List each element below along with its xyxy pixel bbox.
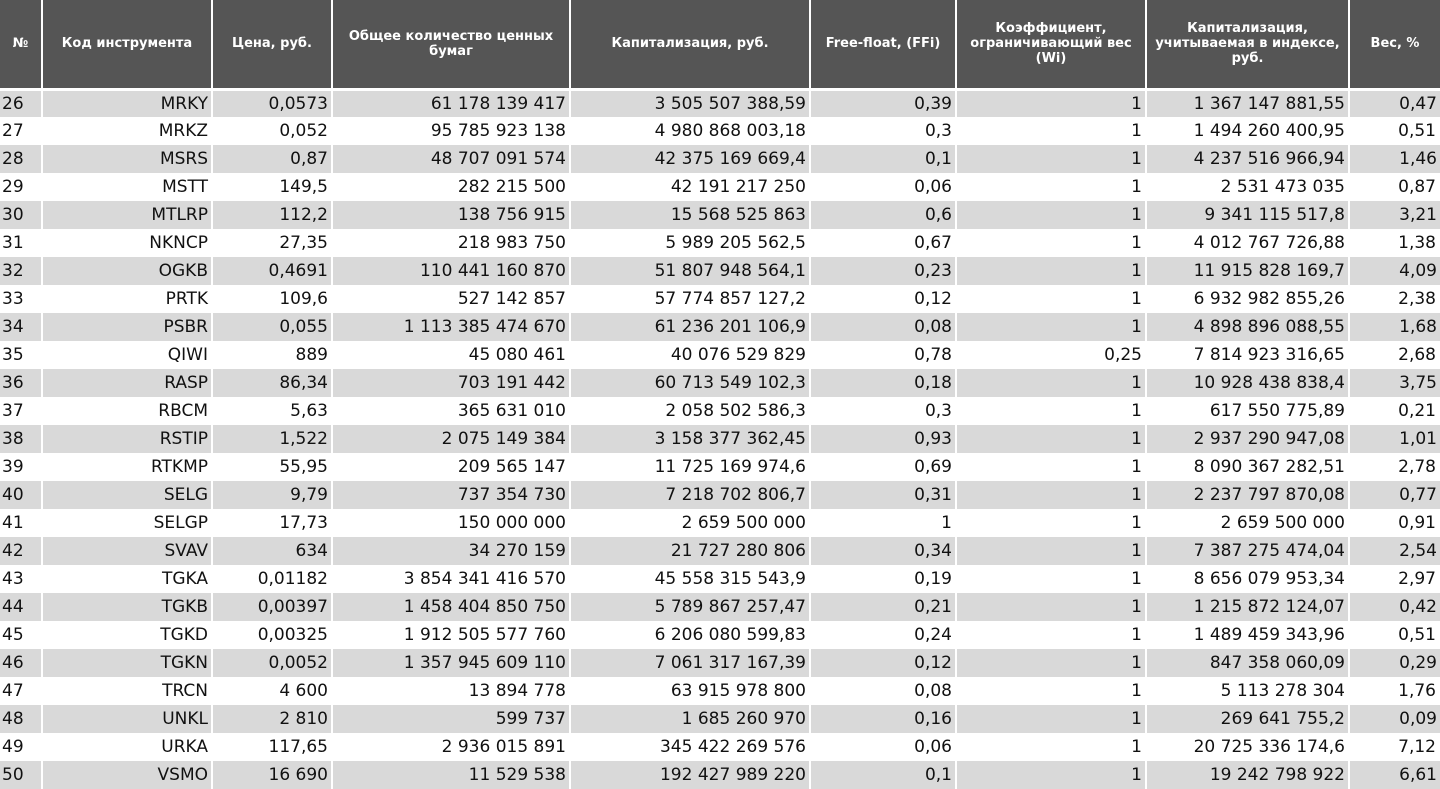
capitalization-cell: 3 505 507 388,59 — [570, 89, 810, 117]
capitalization-cell: 2 659 500 000 — [570, 509, 810, 537]
col-header-total-securities: Общее количество ценных бумаг — [332, 0, 570, 89]
col-header-index-capitalization: Капитализация, учитываемая в индексе, руб. — [1146, 0, 1349, 89]
free-float-cell: 0,08 — [810, 313, 956, 341]
capitalization-cell: 5 989 205 562,5 — [570, 229, 810, 257]
weight-percent-cell: 1,38 — [1349, 229, 1440, 257]
free-float-cell: 0,3 — [810, 397, 956, 425]
table-header — [0, 0, 1440, 89]
capitalization-cell: 15 568 525 863 — [570, 201, 810, 229]
ticker-code-cell: PSBR — [42, 313, 212, 341]
price-cell: 0,0573 — [212, 89, 332, 117]
weight-percent-cell: 3,75 — [1349, 369, 1440, 397]
ticker-code-cell: RBCM — [42, 397, 212, 425]
weight-limit-coefficient-cell: 1 — [956, 537, 1146, 565]
price-cell: 0,0052 — [212, 649, 332, 677]
total-securities-cell: 110 441 160 870 — [332, 257, 570, 285]
index-capitalization-cell: 19 242 798 922 — [1146, 761, 1349, 789]
weight-percent-cell: 0,47 — [1349, 89, 1440, 117]
total-securities-cell: 737 354 730 — [332, 481, 570, 509]
capitalization-cell: 42 191 217 250 — [570, 173, 810, 201]
index-capitalization-cell: 11 915 828 169,7 — [1146, 257, 1349, 285]
free-float-cell: 0,6 — [810, 201, 956, 229]
ticker-code-cell: TGKB — [42, 593, 212, 621]
table-row — [0, 733, 1440, 761]
free-float-cell: 0,3 — [810, 117, 956, 145]
price-cell: 1,522 — [212, 425, 332, 453]
weight-percent-cell: 4,09 — [1349, 257, 1440, 285]
total-securities-cell: 1 357 945 609 110 — [332, 649, 570, 677]
total-securities-cell: 282 215 500 — [332, 173, 570, 201]
capitalization-cell: 40 076 529 829 — [570, 341, 810, 369]
row-number-cell: 43 — [0, 565, 42, 593]
index-capitalization-cell: 20 725 336 174,6 — [1146, 733, 1349, 761]
ticker-code-cell: URKA — [42, 733, 212, 761]
row-number-cell: 26 — [0, 89, 42, 117]
ticker-code-cell: TGKN — [42, 649, 212, 677]
price-cell: 0,00397 — [212, 593, 332, 621]
table-row — [0, 481, 1440, 509]
total-securities-cell: 95 785 923 138 — [332, 117, 570, 145]
ticker-code-cell: RTKMP — [42, 453, 212, 481]
price-cell: 0,01182 — [212, 565, 332, 593]
weight-percent-cell: 0,09 — [1349, 705, 1440, 733]
index-capitalization-cell: 2 531 473 035 — [1146, 173, 1349, 201]
capitalization-cell: 6 206 080 599,83 — [570, 621, 810, 649]
capitalization-cell: 2 058 502 586,3 — [570, 397, 810, 425]
row-number-cell: 33 — [0, 285, 42, 313]
table-row — [0, 593, 1440, 621]
total-securities-cell: 34 270 159 — [332, 537, 570, 565]
free-float-cell: 0,08 — [810, 677, 956, 705]
total-securities-cell: 45 080 461 — [332, 341, 570, 369]
price-cell: 0,052 — [212, 117, 332, 145]
weight-limit-coefficient-cell: 1 — [956, 117, 1146, 145]
index-capitalization-cell: 4 012 767 726,88 — [1146, 229, 1349, 257]
table-row — [0, 117, 1440, 145]
ticker-code-cell: MRKY — [42, 89, 212, 117]
index-capitalization-cell: 5 113 278 304 — [1146, 677, 1349, 705]
weight-percent-cell: 2,68 — [1349, 341, 1440, 369]
index-capitalization-cell: 269 641 755,2 — [1146, 705, 1349, 733]
table-row — [0, 425, 1440, 453]
weight-limit-coefficient-cell: 1 — [956, 705, 1146, 733]
weight-percent-cell: 3,21 — [1349, 201, 1440, 229]
table-row — [0, 621, 1440, 649]
ticker-code-cell: RASP — [42, 369, 212, 397]
index-capitalization-cell: 4 237 516 966,94 — [1146, 145, 1349, 173]
row-number-cell: 44 — [0, 593, 42, 621]
index-capitalization-cell: 8 090 367 282,51 — [1146, 453, 1349, 481]
weight-limit-coefficient-cell: 1 — [956, 201, 1146, 229]
total-securities-cell: 2 075 149 384 — [332, 425, 570, 453]
ticker-code-cell: NKNCP — [42, 229, 212, 257]
row-number-cell: 34 — [0, 313, 42, 341]
table-row — [0, 145, 1440, 173]
table-row — [0, 509, 1440, 537]
free-float-cell: 0,78 — [810, 341, 956, 369]
free-float-cell: 0,06 — [810, 173, 956, 201]
row-number-cell: 31 — [0, 229, 42, 257]
ticker-code-cell: MTLRP — [42, 201, 212, 229]
row-number-cell: 48 — [0, 705, 42, 733]
price-cell: 55,95 — [212, 453, 332, 481]
ticker-code-cell: QIWI — [42, 341, 212, 369]
ticker-code-cell: SELG — [42, 481, 212, 509]
table-row — [0, 705, 1440, 733]
row-number-cell: 47 — [0, 677, 42, 705]
capitalization-cell: 42 375 169 669,4 — [570, 145, 810, 173]
index-capitalization-cell: 4 898 896 088,55 — [1146, 313, 1349, 341]
weight-percent-cell: 1,46 — [1349, 145, 1440, 173]
weight-limit-coefficient-cell: 1 — [956, 593, 1146, 621]
ticker-code-cell: VSMO — [42, 761, 212, 789]
weight-limit-coefficient-cell: 1 — [956, 173, 1146, 201]
weight-limit-coefficient-cell: 1 — [956, 621, 1146, 649]
weight-limit-coefficient-cell: 1 — [956, 677, 1146, 705]
capitalization-cell: 1 685 260 970 — [570, 705, 810, 733]
total-securities-cell: 138 756 915 — [332, 201, 570, 229]
weight-limit-coefficient-cell: 1 — [956, 229, 1146, 257]
total-securities-cell: 2 936 015 891 — [332, 733, 570, 761]
index-capitalization-cell: 6 932 982 855,26 — [1146, 285, 1349, 313]
total-securities-cell: 365 631 010 — [332, 397, 570, 425]
free-float-cell: 0,93 — [810, 425, 956, 453]
price-cell: 9,79 — [212, 481, 332, 509]
capitalization-cell: 345 422 269 576 — [570, 733, 810, 761]
price-cell: 634 — [212, 537, 332, 565]
row-number-cell: 36 — [0, 369, 42, 397]
weight-limit-coefficient-cell: 1 — [956, 733, 1146, 761]
weight-limit-coefficient-cell: 1 — [956, 565, 1146, 593]
index-capitalization-cell: 8 656 079 953,34 — [1146, 565, 1349, 593]
ticker-code-cell: MRKZ — [42, 117, 212, 145]
weight-percent-cell: 6,61 — [1349, 761, 1440, 789]
free-float-cell: 0,06 — [810, 733, 956, 761]
table-row — [0, 761, 1440, 789]
free-float-cell: 0,69 — [810, 453, 956, 481]
ticker-code-cell: RSTIP — [42, 425, 212, 453]
capitalization-cell: 45 558 315 543,9 — [570, 565, 810, 593]
total-securities-cell: 599 737 — [332, 705, 570, 733]
ticker-code-cell: TGKD — [42, 621, 212, 649]
index-capitalization-cell: 1 489 459 343,96 — [1146, 621, 1349, 649]
total-securities-cell: 1 912 505 577 760 — [332, 621, 570, 649]
table-row — [0, 537, 1440, 565]
price-cell: 2 810 — [212, 705, 332, 733]
row-number-cell: 50 — [0, 761, 42, 789]
weight-limit-coefficient-cell: 1 — [956, 453, 1146, 481]
weight-percent-cell: 2,78 — [1349, 453, 1440, 481]
weight-percent-cell: 7,12 — [1349, 733, 1440, 761]
weight-limit-coefficient-cell: 1 — [956, 425, 1146, 453]
weight-percent-cell: 0,91 — [1349, 509, 1440, 537]
weight-limit-coefficient-cell: 1 — [956, 509, 1146, 537]
table-row — [0, 341, 1440, 369]
free-float-cell: 0,12 — [810, 285, 956, 313]
capitalization-cell: 60 713 549 102,3 — [570, 369, 810, 397]
ticker-code-cell: TRCN — [42, 677, 212, 705]
weight-percent-cell: 1,76 — [1349, 677, 1440, 705]
free-float-cell: 0,24 — [810, 621, 956, 649]
header-row — [0, 0, 1440, 89]
row-number-cell: 38 — [0, 425, 42, 453]
total-securities-cell: 48 707 091 574 — [332, 145, 570, 173]
weight-percent-cell: 2,97 — [1349, 565, 1440, 593]
index-capitalization-cell: 7 814 923 316,65 — [1146, 341, 1349, 369]
total-securities-cell: 11 529 538 — [332, 761, 570, 789]
total-securities-cell: 527 142 857 — [332, 285, 570, 313]
total-securities-cell: 209 565 147 — [332, 453, 570, 481]
free-float-cell: 0,23 — [810, 257, 956, 285]
weight-limit-coefficient-cell: 1 — [956, 369, 1146, 397]
weight-limit-coefficient-cell: 1 — [956, 285, 1146, 313]
weight-percent-cell: 0,51 — [1349, 621, 1440, 649]
capitalization-cell: 57 774 857 127,2 — [570, 285, 810, 313]
col-header-price: Цена, руб. — [212, 0, 332, 89]
weight-percent-cell: 2,38 — [1349, 285, 1440, 313]
free-float-cell: 0,18 — [810, 369, 956, 397]
table-row — [0, 649, 1440, 677]
free-float-cell: 0,31 — [810, 481, 956, 509]
ticker-code-cell: SVAV — [42, 537, 212, 565]
table-body — [0, 89, 1440, 789]
free-float-cell: 0,16 — [810, 705, 956, 733]
capitalization-cell: 192 427 989 220 — [570, 761, 810, 789]
table-row — [0, 369, 1440, 397]
weight-percent-cell: 0,29 — [1349, 649, 1440, 677]
row-number-cell: 40 — [0, 481, 42, 509]
table-row — [0, 173, 1440, 201]
index-capitalization-cell: 1 367 147 881,55 — [1146, 89, 1349, 117]
index-capitalization-cell: 10 928 438 838,4 — [1146, 369, 1349, 397]
weight-limit-coefficient-cell: 1 — [956, 145, 1146, 173]
col-header-free-float: Free-float, (FFi) — [810, 0, 956, 89]
total-securities-cell: 703 191 442 — [332, 369, 570, 397]
free-float-cell: 1 — [810, 509, 956, 537]
weight-percent-cell: 0,87 — [1349, 173, 1440, 201]
price-cell: 0,87 — [212, 145, 332, 173]
total-securities-cell: 3 854 341 416 570 — [332, 565, 570, 593]
capitalization-cell: 7 218 702 806,7 — [570, 481, 810, 509]
weight-percent-cell: 0,77 — [1349, 481, 1440, 509]
capitalization-cell: 5 789 867 257,47 — [570, 593, 810, 621]
price-cell: 109,6 — [212, 285, 332, 313]
total-securities-cell: 1 113 385 474 670 — [332, 313, 570, 341]
total-securities-cell: 218 983 750 — [332, 229, 570, 257]
price-cell: 4 600 — [212, 677, 332, 705]
weight-limit-coefficient-cell: 1 — [956, 761, 1146, 789]
col-header-number: № — [0, 0, 42, 89]
price-cell: 112,2 — [212, 201, 332, 229]
index-capitalization-cell: 847 358 060,09 — [1146, 649, 1349, 677]
row-number-cell: 29 — [0, 173, 42, 201]
ticker-code-cell: PRTK — [42, 285, 212, 313]
row-number-cell: 32 — [0, 257, 42, 285]
row-number-cell: 45 — [0, 621, 42, 649]
row-number-cell: 46 — [0, 649, 42, 677]
price-cell: 149,5 — [212, 173, 332, 201]
weight-percent-cell: 0,42 — [1349, 593, 1440, 621]
col-header-weight-limit-coefficient: Коэффициент, ограничивающий вес (Wi) — [956, 0, 1146, 89]
row-number-cell: 39 — [0, 453, 42, 481]
index-capitalization-cell: 7 387 275 474,04 — [1146, 537, 1349, 565]
price-cell: 889 — [212, 341, 332, 369]
col-header-ticker: Код инструмента — [42, 0, 212, 89]
weight-percent-cell: 1,68 — [1349, 313, 1440, 341]
price-cell: 0,00325 — [212, 621, 332, 649]
capitalization-cell: 21 727 280 806 — [570, 537, 810, 565]
price-cell: 117,65 — [212, 733, 332, 761]
row-number-cell: 27 — [0, 117, 42, 145]
total-securities-cell: 150 000 000 — [332, 509, 570, 537]
table-row — [0, 677, 1440, 705]
row-number-cell: 37 — [0, 397, 42, 425]
price-cell: 0,4691 — [212, 257, 332, 285]
ticker-code-cell: OGKB — [42, 257, 212, 285]
table-row — [0, 89, 1440, 117]
index-capitalization-cell: 1 215 872 124,07 — [1146, 593, 1349, 621]
capitalization-cell: 11 725 169 974,6 — [570, 453, 810, 481]
index-capitalization-cell: 2 937 290 947,08 — [1146, 425, 1349, 453]
capitalization-cell: 7 061 317 167,39 — [570, 649, 810, 677]
index-capitalization-cell: 2 659 500 000 — [1146, 509, 1349, 537]
row-number-cell: 49 — [0, 733, 42, 761]
weight-limit-coefficient-cell: 1 — [956, 649, 1146, 677]
row-number-cell: 42 — [0, 537, 42, 565]
table-row — [0, 229, 1440, 257]
row-number-cell: 30 — [0, 201, 42, 229]
capitalization-cell: 61 236 201 106,9 — [570, 313, 810, 341]
table-row — [0, 565, 1440, 593]
weight-percent-cell: 0,51 — [1349, 117, 1440, 145]
weight-percent-cell: 2,54 — [1349, 537, 1440, 565]
total-securities-cell: 61 178 139 417 — [332, 89, 570, 117]
table-row — [0, 285, 1440, 313]
capitalization-cell: 51 807 948 564,1 — [570, 257, 810, 285]
weight-limit-coefficient-cell: 1 — [956, 89, 1146, 117]
ticker-code-cell: UNKL — [42, 705, 212, 733]
weight-limit-coefficient-cell: 1 — [956, 397, 1146, 425]
ticker-code-cell: MSRS — [42, 145, 212, 173]
ticker-code-cell: SELGP — [42, 509, 212, 537]
table-row — [0, 201, 1440, 229]
price-cell: 5,63 — [212, 397, 332, 425]
index-capitalization-cell: 2 237 797 870,08 — [1146, 481, 1349, 509]
weight-percent-cell: 0,21 — [1349, 397, 1440, 425]
total-securities-cell: 1 458 404 850 750 — [332, 593, 570, 621]
index-capitalization-cell: 617 550 775,89 — [1146, 397, 1349, 425]
free-float-cell: 0,19 — [810, 565, 956, 593]
index-capitalization-cell: 9 341 115 517,8 — [1146, 201, 1349, 229]
col-header-weight: Вес, % — [1349, 0, 1440, 89]
table-row — [0, 257, 1440, 285]
ticker-code-cell: TGKA — [42, 565, 212, 593]
weight-percent-cell: 1,01 — [1349, 425, 1440, 453]
table-row — [0, 313, 1440, 341]
weight-limit-coefficient-cell: 1 — [956, 257, 1146, 285]
ticker-code-cell: MSTT — [42, 173, 212, 201]
free-float-cell: 0,39 — [810, 89, 956, 117]
free-float-cell: 0,21 — [810, 593, 956, 621]
price-cell: 0,055 — [212, 313, 332, 341]
capitalization-cell: 63 915 978 800 — [570, 677, 810, 705]
total-securities-cell: 13 894 778 — [332, 677, 570, 705]
table-row — [0, 453, 1440, 481]
col-header-capitalization: Капитализация, руб. — [570, 0, 810, 89]
price-cell: 86,34 — [212, 369, 332, 397]
row-number-cell: 28 — [0, 145, 42, 173]
price-cell: 27,35 — [212, 229, 332, 257]
table-row — [0, 397, 1440, 425]
free-float-cell: 0,67 — [810, 229, 956, 257]
free-float-cell: 0,34 — [810, 537, 956, 565]
weight-limit-coefficient-cell: 0,25 — [956, 341, 1146, 369]
free-float-cell: 0,1 — [810, 145, 956, 173]
row-number-cell: 35 — [0, 341, 42, 369]
weight-limit-coefficient-cell: 1 — [956, 313, 1146, 341]
free-float-cell: 0,12 — [810, 649, 956, 677]
price-cell: 17,73 — [212, 509, 332, 537]
weight-limit-coefficient-cell: 1 — [956, 481, 1146, 509]
capitalization-cell: 3 158 377 362,45 — [570, 425, 810, 453]
index-capitalization-cell: 1 494 260 400,95 — [1146, 117, 1349, 145]
free-float-cell: 0,1 — [810, 761, 956, 789]
price-cell: 16 690 — [212, 761, 332, 789]
capitalization-cell: 4 980 868 003,18 — [570, 117, 810, 145]
row-number-cell: 41 — [0, 509, 42, 537]
